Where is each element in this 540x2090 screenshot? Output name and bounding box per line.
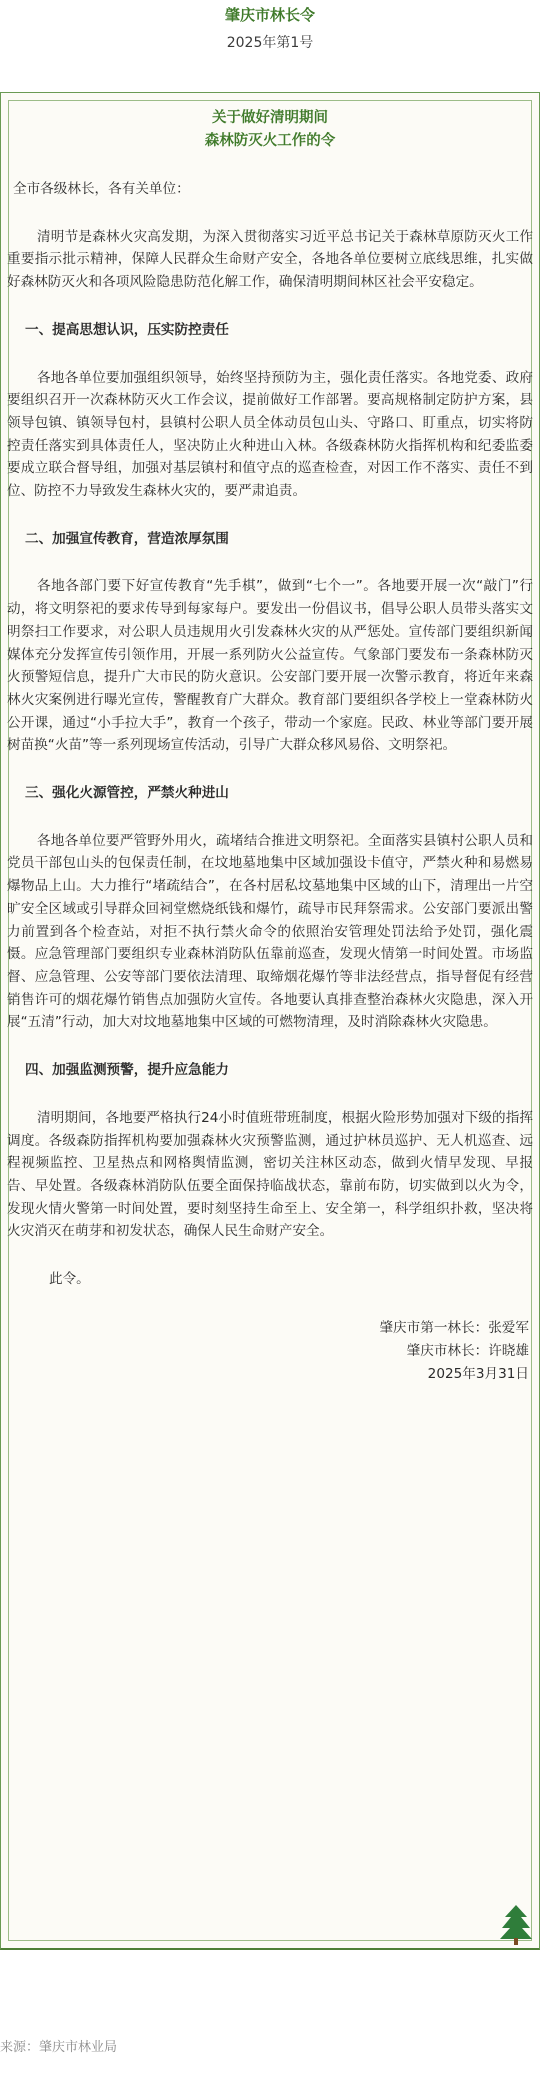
document-body	[7, 107, 533, 1386]
section-body-2: 各地各部门要下好宣传教育“先手棋”，做到“七个一”。各地要开展一次“敲门”行动，将文明祭祀的要求传导到每家每户。要发出一份倡议书，倡导公职人员带头落实文明祭扫工作要求，对公职人员违规用火引发森林火灾的从严惩处。宣传部门要组织新闻媒体充分发挥宣传引领作用，开展一系列防火公益宣传。气象部门要发布一条森林防灭火预警短信息，提升广大市民的防火意识。公安部门要开展一次警示教育，将近年来森林火灾案例进行曝光宣传，警醒教育广大群众。教育部门要组织各学校上一堂森林防火公开课，通过“小手拉大手”，教育一个孩子，带动一个家庭。民政、林业等部门要开展树苗换“火苗”等一系列现场宣传活动，引导广大群众移风易俗、文明祭祀。	[7, 578, 533, 754]
document-frame	[0, 92, 540, 1950]
section-body-4: 清明期间，各地要严格执行24小时值班带班制度，根据火险形势加强对下级的指挥调度。各级森防指挥机构要加强森林火灾预警监测，通过护林员巡护、无人机巡查、远程视频监控、卫星热点和网格舆情监测，密切关注林区动态，做到火情早发现、早报告、早处置。各级森林消防队伍要全面保持临战状态，靠前布防，切实做到以火为令，发现火情火警第一时间处置，要时刻坚持生命至上、安全第一，科学组织扑救，坚决将火灾消灭在萌芽和初发状态，确保人民生命财产安全。	[7, 1109, 533, 1240]
pine-tree-icon	[499, 1904, 533, 1946]
order-title: 肇庆市林长令	[224, 6, 315, 24]
signature-block	[7, 1317, 533, 1386]
salutation: 全市各级林长，各有关单位：	[13, 181, 190, 197]
order-number: 2025年第1号	[226, 35, 314, 51]
section-heading-3: 三、强化火源管控，严禁火种进山	[25, 785, 229, 802]
section-body-1: 各地各单位要加强组织领导，始终坚持预防为主，强化责任落实。各地党委、政府要组织召开一次森林防灭火工作会议，提前做好工作部署。要高规格制定防护方案，县领导包镇、镇领导包村，县镇村公职人员全体动员包山头、守路口、盯重点，切实将防控责任落实到具体责任人，坚决防止火种进山入林。各级森林防火指挥机构和纪委监委要成立联合督导组，加强对基层镇村和值守点的巡查检查，对因工作不落实、责任不到位、防控不力导致发生森林火灾的，要严肃追责。	[7, 369, 533, 500]
signature-chief: 肇庆市林长：许晓雄	[406, 1342, 529, 1359]
document-title	[7, 107, 533, 153]
signature-first-chief: 肇庆市第一林长：张爱军	[379, 1319, 529, 1336]
section-heading-4: 四、加强监测预警，提升应急能力	[25, 1062, 229, 1079]
document-title-line-2: 森林防灭火工作的令	[204, 133, 336, 149]
document-title-line-1: 关于做好清明期间	[212, 110, 328, 126]
intro-paragraph: 清明节是森林火灾高发期，为深入贯彻落实习近平总书记关于森林草原防灭火工作重要指示批示精神，保障人民群众生命财产安全，各地各单位要树立底线思维，扎实做好森林防灭火和各项风险隐患防范化解工作，确保清明期间林区社会平安稳定。	[7, 228, 533, 291]
section-heading-2: 二、加强宣传教育，营造浓厚氛围	[25, 530, 229, 547]
source-credit: 来源：肇庆市林业局	[0, 2040, 118, 2055]
section-heading-1: 一、提高思想认识，压实防控责任	[25, 321, 229, 338]
signature-date: 2025年3月31日	[427, 1365, 529, 1382]
page-header	[0, 0, 540, 54]
closing-text: 此令。	[49, 1271, 90, 1288]
section-body-3: 各地各单位要严管野外用火，疏堵结合推进文明祭祀。全面落实县镇村公职人员和党员干部包山头的包保责任制，在坟地墓地集中区域加强设卡值守，严禁火种和易燃易爆物品上山。大力推行“堵疏结合”，在各村居私坟墓地集中区域的山下，清理出一片空旷安全区域或引导群众回祠堂燃烧纸钱和爆竹，疏导市民拜祭需求。公安部门要派出警力前置到各个检查站，对拒不执行禁火命令的依照治安管理处罚法给予处罚，强化震慑。应急管理部门要组织专业森林消防队伍靠前巡查，发现火情第一时间处置。市场监督、应急管理、公安等部门要依法清理、取缔烟花爆竹等非法经营点，指导督促有经营销售许可的烟花爆竹销售点加强防火宣传。各地要认真排查整治森林火灾隐患，深入开展“五清”行动，加大对坟地墓地集中区域的可燃物清理，及时消除森林火灾隐患。	[7, 832, 533, 1031]
